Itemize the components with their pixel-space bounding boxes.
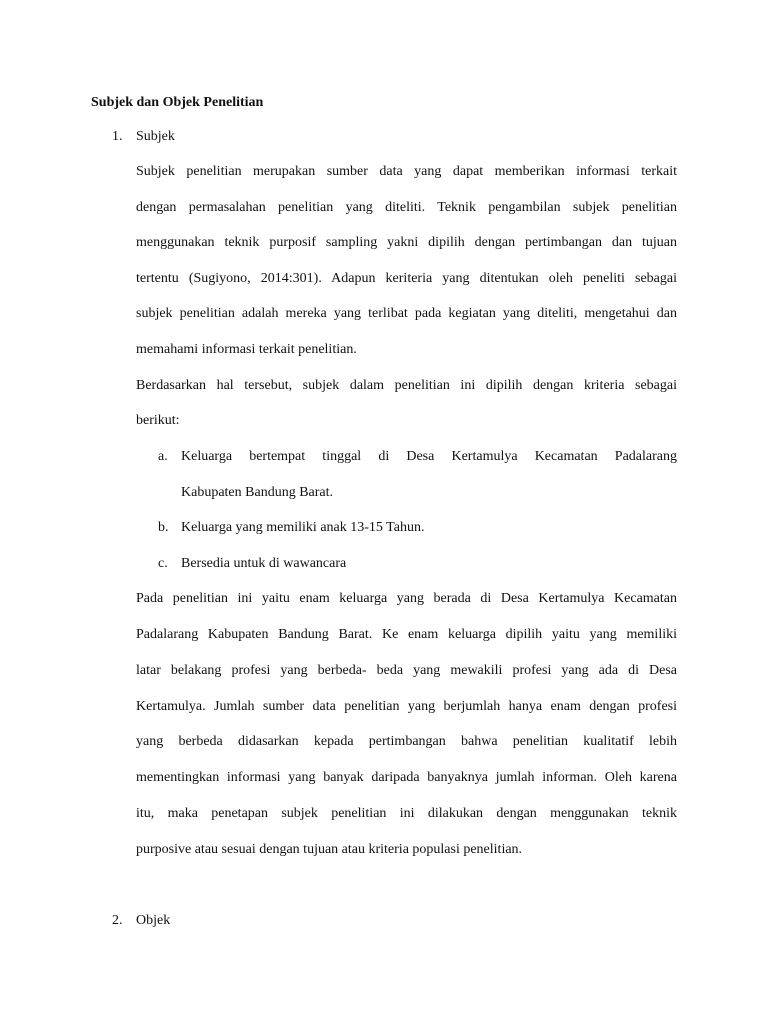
paragraph-line: subjek penelitian adalah mereka yang terlibat pada kegiatan yang diteliti, mengetahui dan xyxy=(136,306,677,321)
page-heading: Subjek dan Objek Penelitian xyxy=(91,95,264,110)
list-marker: b. xyxy=(158,520,169,535)
paragraph-line: Padalarang Kabupaten Bandung Barat. Ke enam keluarga dipilih yaitu yang memiliki xyxy=(136,627,677,642)
list-marker: a. xyxy=(158,449,168,464)
list-item: Keluarga yang memiliki anak 13-15 Tahun. xyxy=(181,520,425,535)
paragraph-line: Kertamulya. Jumlah sumber data penelitian yang berjumlah hanya enam dengan profesi xyxy=(136,699,677,714)
list-item: Keluarga bertempat tinggal di Desa Kertamulya Kecamatan Padalarang xyxy=(181,449,677,464)
section-1-title: Subjek xyxy=(136,129,175,144)
list-item: Bersedia untuk di wawancara xyxy=(181,556,347,571)
paragraph-line: itu, maka penetapan subjek penelitian ini dilakukan dengan menggunakan teknik xyxy=(136,806,677,821)
paragraph-line: tertentu (Sugiyono, 2014:301). Adapun keriteria yang ditentukan oleh peneliti sebagai xyxy=(136,271,677,286)
paragraph-line: Pada penelitian ini yaitu enam keluarga yang berada di Desa Kertamulya Kecamatan xyxy=(136,591,677,606)
paragraph-line: memahami informasi terkait penelitian. xyxy=(136,342,357,357)
section-2-title: Objek xyxy=(136,913,171,928)
paragraph-line: Subjek penelitian merupakan sumber data yang dapat memberikan informasi terkait xyxy=(136,164,677,179)
list-item-continuation: Kabupaten Bandung Barat. xyxy=(181,485,334,500)
paragraph-line: Berdasarkan hal tersebut, subjek dalam penelitian ini dipilih dengan kriteria sebagai xyxy=(136,378,677,393)
paragraph-line: purposive atau sesuai dengan tujuan atau kriteria populasi penelitian. xyxy=(136,842,523,857)
paragraph-line: menggunakan teknik purposif sampling yakni dipilih dengan pertimbangan dan tujuan xyxy=(136,235,677,250)
paragraph-line: yang berbeda didasarkan kepada pertimbangan bahwa penelitian kualitatif lebih xyxy=(136,734,677,749)
paragraph-line: berikut: xyxy=(136,413,180,428)
section-2-number: 2. xyxy=(112,913,123,928)
paragraph-line: latar belakang profesi yang berbeda- beda yang mewakili profesi yang ada di Desa xyxy=(136,663,677,678)
paragraph-line: mementingkan informasi yang banyak daripada banyaknya jumlah informan. Oleh karena xyxy=(136,770,677,785)
section-1-number: 1. xyxy=(112,129,123,144)
list-marker: c. xyxy=(158,556,168,571)
paragraph-line: dengan permasalahan penelitian yang diteliti. Teknik pengambilan subjek penelitian xyxy=(136,200,677,215)
